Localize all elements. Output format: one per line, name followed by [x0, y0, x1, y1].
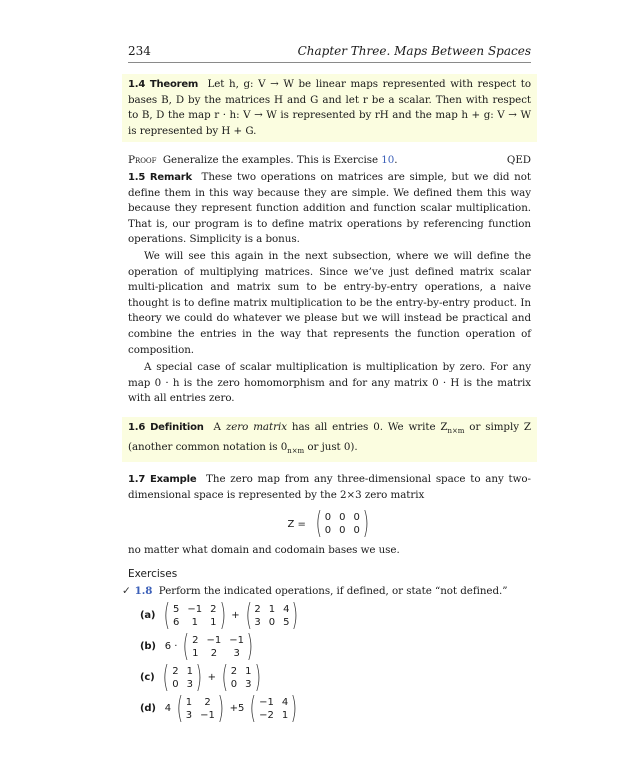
- right-paren: ): [254, 659, 261, 695]
- matrix-entries: [186, 696, 215, 722]
- exercises-heading: Exercises: [128, 567, 178, 580]
- matrix-entry: 1: [185, 696, 193, 708]
- matrix-entry: 0: [339, 525, 346, 537]
- paragraph-zero-multiplication: A special case of scalar multiplication is multiplication by zero. For any map 0 · h is the zero homomorphism and for any matrix 0 · H is the matrix with all entries zero.: [128, 361, 531, 405]
- part-label: (c): [140, 672, 155, 684]
- right-paren: ): [195, 659, 203, 695]
- matrix-entry: 0: [230, 678, 238, 690]
- example: [128, 472, 531, 503]
- matrix-entry: −1: [259, 696, 274, 708]
- matrix-entry: 1: [192, 647, 199, 659]
- right-paren: ): [362, 506, 369, 542]
- matrix-entry: 2: [230, 665, 238, 677]
- matrix-entry: −1: [187, 603, 203, 615]
- matrix-entry: 2: [172, 665, 179, 677]
- right-paren: ): [217, 690, 225, 726]
- scalar-prefix: 4: [164, 703, 172, 715]
- exercise-part: [140, 659, 531, 695]
- matrix-lhs: Z =: [287, 518, 306, 530]
- remark-text: These two operations on matrices are simple, but we did not define them in this way because they are simple. We defined them this way because they represent function addition and function scalar multiplication. That is, our program is to define matrix operations by referencing function operations. Simplicity is a bonus.: [128, 170, 531, 246]
- part-label: (a): [140, 610, 156, 622]
- definition-label: 1.6 Definition: [128, 421, 204, 433]
- matrix-operand: [160, 659, 204, 695]
- exercise-link[interactable]: 10: [381, 154, 395, 167]
- matrix-entry: 3: [233, 647, 240, 659]
- matrix-entry: 2: [192, 634, 199, 646]
- matrix-entry: 5: [283, 616, 290, 628]
- definition-text-a: A: [213, 420, 226, 433]
- exercise-part: [140, 690, 531, 726]
- subscript-nm: n×m: [447, 426, 465, 435]
- matrix-entries: [192, 634, 244, 660]
- proof: [128, 153, 531, 169]
- matrix-entry: −1: [229, 634, 245, 646]
- matrix-entry: 2: [204, 696, 211, 708]
- document-page: [122, 0, 531, 754]
- matrix-entry: 1: [210, 616, 217, 628]
- matrix-entry: 0: [353, 512, 360, 524]
- matrix-entry: 1: [245, 665, 252, 677]
- exercise-prompt: Perform the indicated operations, if defined, or state “not defined.”: [158, 584, 508, 597]
- exercise-items: [128, 597, 531, 726]
- operator: +: [231, 610, 240, 622]
- paragraph-composition: We will see this again in the next subsection, where we will define the operation of multiplying matrices. Since we’ve just defined matrix scalar multi-plication and matrix sum to be entry-by-entry operations, a naive thought is to define matrix multiplication to be the entry-by-entry product. In theory we could do whatever we please but we will instead be practical and combine the entries in the way that represents the function operation of composition.: [128, 249, 531, 356]
- matrix-operand: [243, 597, 302, 633]
- scalar-prefix: 6 ·: [164, 641, 178, 653]
- matrix-operand: [219, 659, 263, 695]
- definition-text-c: or simply Z (another common notation is 0: [128, 420, 531, 453]
- matrix-entry: 5: [173, 603, 180, 615]
- subscript-nm-2: n×m: [287, 446, 305, 455]
- proof-label: Proof: [128, 154, 157, 167]
- matrix-entries: [231, 665, 252, 691]
- matrix-operand: [174, 690, 227, 726]
- check-mark-icon: ✓: [122, 584, 131, 597]
- proof-period: .: [394, 154, 398, 167]
- matrix-entry: 4: [281, 696, 289, 708]
- left-paren: (: [163, 659, 170, 695]
- right-paren: ): [290, 690, 298, 726]
- qed-mark: QED: [506, 154, 531, 167]
- matrix-entries: [172, 665, 193, 691]
- matrix-entry: 2: [254, 603, 261, 615]
- left-paren: (: [183, 628, 190, 664]
- matrix-entry: 4: [283, 603, 290, 615]
- exercise-part: [140, 628, 531, 664]
- remark-label: 1.5 Remark: [128, 171, 192, 183]
- matrix-entry: −1: [206, 634, 222, 646]
- zero-matrix-display: [128, 506, 531, 542]
- matrix-entry: 2: [210, 603, 217, 615]
- definition-box: [122, 417, 537, 462]
- theorem-label: 1.4 Theorem: [128, 79, 199, 90]
- matrix-entry: 0: [339, 512, 346, 524]
- matrix-entry: −1: [200, 709, 215, 721]
- part-label: (b): [140, 641, 156, 653]
- example-text: The zero map from any three-dimensional space to any two-dimensional space is represented by the 2×3 zero matrix: [128, 473, 531, 501]
- matrix-entry: 0: [324, 525, 332, 537]
- matrix-operand: [161, 597, 228, 633]
- right-paren: ): [292, 597, 299, 633]
- operator: +: [207, 672, 217, 684]
- matrix-entry: 1: [268, 603, 276, 615]
- matrix-entry: 3: [185, 709, 193, 721]
- zero-matrix: [313, 506, 372, 542]
- matrix-entry: 6: [173, 616, 180, 628]
- matrix-entry: 3: [254, 616, 261, 628]
- theorem-text: Let h, g: V → W be linear maps represented with respect to bases B, D by the matrices H and G and let r be a scalar. Then with respect to B, D the map r · h: V → W is represented by rH and the map h + g: V → W is represented by H + G.: [128, 78, 531, 137]
- exercise-1-8: [122, 584, 525, 600]
- left-paren: (: [250, 690, 257, 726]
- operator: +5: [229, 703, 245, 715]
- part-label: (d): [140, 703, 156, 715]
- chapter-title: Chapter Three. Maps Between Spaces: [297, 44, 531, 58]
- example-conclusion: no matter what domain and codomain bases we use.: [128, 544, 400, 557]
- theorem-box: [122, 74, 537, 142]
- right-paren: ): [219, 597, 226, 633]
- matrix-entries: [254, 603, 289, 629]
- matrix-entry: −2: [259, 709, 274, 721]
- matrix-entry: 0: [324, 512, 332, 524]
- remark: [128, 170, 531, 248]
- matrix-operand: [180, 628, 255, 664]
- left-paren: (: [221, 659, 229, 695]
- matrix-entry: 3: [245, 678, 252, 690]
- matrix-entry: 3: [186, 678, 193, 690]
- left-paren: (: [245, 597, 252, 633]
- left-paren: (: [163, 597, 171, 633]
- example-label: 1.7 Example: [128, 474, 197, 486]
- definition-text-b: has all entries 0. We write Z: [286, 420, 448, 433]
- page-header: [128, 44, 531, 63]
- left-paren: (: [315, 506, 323, 542]
- matrix-entry: 0: [268, 616, 276, 628]
- matrix-entry: 2: [210, 647, 218, 659]
- definition-text-d: or just 0).: [304, 440, 358, 453]
- exercise-part: [140, 597, 531, 633]
- right-paren: ): [246, 628, 254, 664]
- page-number: 234: [128, 44, 151, 58]
- matrix-entry: 1: [281, 709, 289, 721]
- left-paren: (: [176, 690, 184, 726]
- matrix-entry: 1: [191, 616, 198, 628]
- matrix-entry: 1: [186, 665, 193, 677]
- exercise-number[interactable]: 1.8: [134, 584, 153, 597]
- matrix-entries: [325, 511, 360, 537]
- matrix-entry: 0: [172, 678, 179, 690]
- matrix-entries: [173, 603, 217, 629]
- matrix-entries: [259, 696, 288, 722]
- proof-text: Generalize the examples. This is Exercise: [162, 154, 382, 167]
- matrix-operand: [247, 690, 300, 726]
- matrix-entry: 0: [353, 525, 360, 537]
- defined-term: zero matrix: [225, 420, 287, 433]
